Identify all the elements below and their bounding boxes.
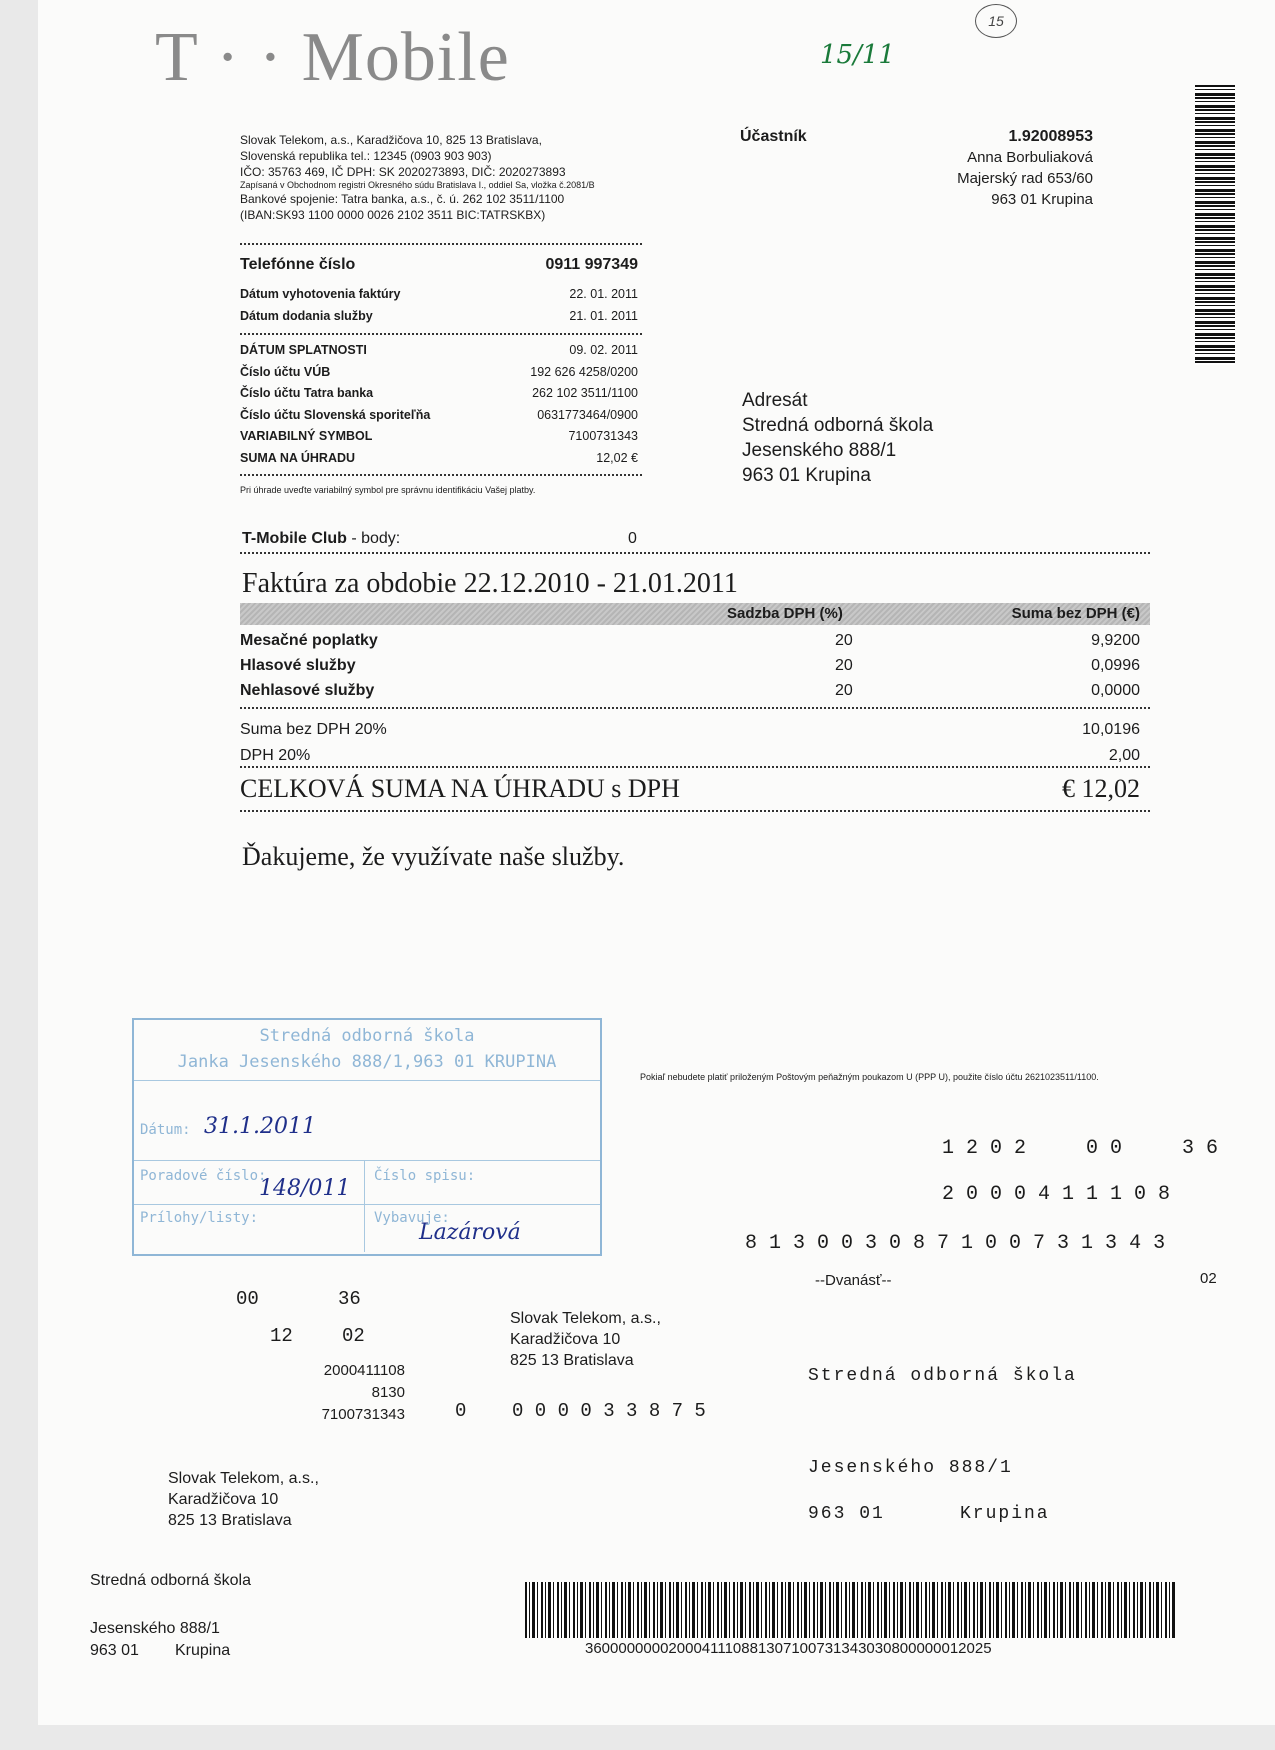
payer-zip: 963 01 bbox=[808, 1504, 885, 1524]
company-info bbox=[240, 132, 640, 223]
slip-cents: 02 bbox=[1200, 1270, 1217, 1287]
payment-label: SUMA NA ÚHRADU bbox=[240, 450, 356, 465]
payment-row bbox=[240, 426, 638, 448]
payment-value: 09. 02. 2011 bbox=[569, 343, 638, 357]
row-rate: 20 bbox=[835, 682, 853, 699]
table-row bbox=[240, 657, 1150, 675]
stamp-divider bbox=[134, 1080, 600, 1081]
recipient-name: Slovak Telekom, a.s., bbox=[168, 1470, 319, 1487]
divider bbox=[240, 707, 1150, 709]
slip-left-b1: 12 bbox=[270, 1325, 293, 1347]
payment-row bbox=[240, 362, 638, 384]
slip-left-a2: 36 bbox=[338, 1288, 361, 1310]
payment-row bbox=[240, 405, 638, 427]
slip-left-code: 7100731343 bbox=[321, 1406, 405, 1423]
row-amount: 9,9200 bbox=[1091, 632, 1140, 649]
payment-value: 0631773464/0900 bbox=[537, 407, 638, 422]
club-label: T-Mobile Club bbox=[242, 530, 347, 547]
participant-label: Účastník bbox=[740, 128, 807, 145]
stamp-divider bbox=[134, 1204, 600, 1205]
payment-value: 192 626 4258/0200 bbox=[530, 364, 638, 379]
company-line: Bankové spojenie: Tatra banka, a.s., č. ú. 262 102 3511/1100 bbox=[240, 192, 565, 206]
addressee-label: Adresát bbox=[742, 390, 808, 411]
recipient-street: Karadžičova 10 bbox=[168, 1491, 279, 1508]
handwritten-note: 15/11 bbox=[820, 40, 895, 70]
stamp-date-value: 31.1.2011 bbox=[204, 1114, 316, 1139]
stamp-attachments-label: Prílohy/listy: bbox=[140, 1210, 259, 1226]
row-label: Mesačné poplatky bbox=[240, 632, 378, 649]
company-line: Slovak Telekom, a.s., Karadžičova 10, 825 13 Bratislava, bbox=[240, 133, 542, 147]
divider bbox=[240, 552, 1150, 554]
payment-row bbox=[240, 383, 638, 405]
payer-street-copy: Jesenského 888/1 bbox=[90, 1620, 220, 1637]
stamp-handled-label: Vybavuje: bbox=[374, 1210, 450, 1226]
registry-stamp bbox=[132, 1018, 602, 1256]
row-amount: 0,0000 bbox=[1091, 682, 1140, 699]
divider bbox=[240, 766, 1150, 768]
payment-value: 12,02 € bbox=[596, 450, 638, 465]
subtotal-value: 10,0196 bbox=[1082, 721, 1140, 738]
slip-code-3: 8 1 3 0 0 3 0 8 7 1 0 0 7 3 1 3 4 3 bbox=[745, 1232, 1166, 1255]
divider bbox=[240, 810, 1150, 812]
vat-value: 2,00 bbox=[1108, 747, 1140, 764]
club-suffix: - body: bbox=[351, 530, 401, 547]
vat-label: DPH 20% bbox=[240, 747, 311, 764]
date-row bbox=[240, 284, 638, 306]
date-value: 22. 01. 2011 bbox=[569, 287, 638, 301]
dates-block bbox=[240, 284, 638, 327]
row-amount: 0,0996 bbox=[1091, 657, 1140, 674]
row-rate: 20 bbox=[835, 632, 853, 649]
slip-zero: 0 bbox=[455, 1400, 467, 1422]
col-rate-header: Sadzba DPH (%) bbox=[727, 605, 843, 622]
date-label: Dátum vyhotovenia faktúry bbox=[240, 287, 401, 301]
payment-row bbox=[240, 448, 638, 470]
participant-info bbox=[880, 126, 1093, 210]
date-value: 21. 01. 2011 bbox=[569, 308, 638, 323]
total-label: CELKOVÁ SUMA NA ÚHRADU s DPH bbox=[240, 774, 680, 803]
slip-recipient-copy bbox=[168, 1468, 319, 1531]
payment-block bbox=[240, 340, 638, 469]
payment-label: Číslo účtu Slovenská sporiteľňa bbox=[240, 407, 431, 422]
divider bbox=[240, 243, 642, 245]
invoice-sheet bbox=[38, 0, 1275, 1725]
recipient-city: 825 13 Bratislava bbox=[510, 1352, 634, 1369]
stamp-file-label: Číslo spisu: bbox=[374, 1168, 476, 1184]
payment-value: 7100731343 bbox=[568, 429, 638, 443]
participant-city: 963 01 Krupina bbox=[991, 191, 1093, 208]
slip-left-code: 2000411108 bbox=[323, 1362, 405, 1379]
stamp-title: Stredná odborná škola bbox=[259, 1026, 475, 1046]
payment-note: Pri úhrade uveďte variabilný symbol pre správnu identifikáciu Vašej platby. bbox=[240, 485, 536, 495]
subtotal-label: Suma bez DPH 20% bbox=[240, 721, 387, 738]
payment-label: VARIABILNÝ SYMBOL bbox=[240, 429, 373, 443]
stamp-divider bbox=[364, 1160, 365, 1252]
participant-street: Majerský rad 653/60 bbox=[957, 170, 1093, 187]
recipient-street: Karadžičova 10 bbox=[510, 1331, 621, 1348]
payment-barcode bbox=[525, 1582, 1175, 1638]
phone-label: Telefónne číslo bbox=[240, 256, 356, 273]
stamp-handled-signature: Lazárová bbox=[419, 1220, 521, 1245]
total-row bbox=[240, 774, 1150, 804]
divider bbox=[240, 333, 642, 335]
stamp-reg-label: Poradové číslo: bbox=[140, 1168, 267, 1184]
slip-left-code: 8130 bbox=[371, 1384, 405, 1401]
table-row bbox=[240, 632, 1150, 650]
invoice-title: Faktúra za obdobie 22.12.2010 - 21.01.2011 bbox=[242, 568, 738, 599]
company-line: (IBAN:SK93 1100 0000 0026 2102 3511 BIC:TATRSKBX) bbox=[240, 208, 546, 222]
date-row bbox=[240, 306, 638, 328]
stamp-address: Janka Jesenského 888/1,963 01 KRUPINA bbox=[177, 1052, 557, 1072]
payment-row bbox=[240, 340, 638, 362]
circled-note: 15 bbox=[975, 4, 1017, 38]
company-line: IČO: 35763 469, IČ DPH: SK 2020273893, DIČ: 2020273893 bbox=[240, 165, 566, 179]
club-row bbox=[242, 530, 400, 548]
club-points: 0 bbox=[628, 530, 637, 547]
date-label: Dátum dodania služby bbox=[240, 308, 373, 323]
stamp-date-label: Dátum: bbox=[140, 1122, 191, 1138]
company-register: Zapísaná v Obchodnom registri Okresného súdu Bratislava I., oddiel Sa, vložka č.2081/B bbox=[240, 180, 595, 190]
payment-label: Číslo účtu VÚB bbox=[240, 364, 331, 379]
recipient-city: 825 13 Bratislava bbox=[168, 1512, 292, 1529]
divider bbox=[240, 474, 642, 476]
company-line: Slovenská republika tel.: 12345 (0903 903 903) bbox=[240, 149, 492, 163]
stamp-divider bbox=[134, 1160, 600, 1161]
payer-name-copy: Stredná odborná škola bbox=[90, 1572, 251, 1589]
slip-code-2: 2 0 0 0 4 1 1 1 0 8 bbox=[942, 1183, 1171, 1206]
subtotal-row bbox=[240, 721, 1150, 739]
table-row bbox=[240, 682, 1150, 700]
addressee-city: 963 01 Krupina bbox=[742, 465, 871, 486]
col-amount-header: Suma bez DPH (€) bbox=[1011, 605, 1140, 622]
slip-recipient bbox=[510, 1308, 661, 1371]
phone-row bbox=[240, 256, 638, 274]
slip-left-a1: 00 bbox=[236, 1288, 259, 1310]
participant-number: 1.92008953 bbox=[1008, 128, 1093, 145]
vat-row bbox=[240, 747, 1150, 765]
vertical-barcode bbox=[1195, 85, 1235, 365]
slip-amount-words: --Dvanásť-- bbox=[815, 1272, 892, 1289]
t-mobile-logo: T · · Mobile bbox=[155, 19, 510, 96]
payer-zip-copy: 963 01 bbox=[90, 1642, 139, 1659]
addressee-name: Stredná odborná škola bbox=[742, 415, 934, 436]
payment-value: 262 102 3511/1100 bbox=[532, 386, 638, 400]
row-label: Hlasové služby bbox=[240, 657, 356, 674]
barcode-number: 3600000000200041110881307100731343030800000012025 bbox=[585, 1640, 992, 1657]
row-rate: 20 bbox=[835, 657, 853, 674]
participant-name: Anna Borbuliaková bbox=[967, 149, 1093, 166]
payment-label: DÁTUM SPLATNOSTI bbox=[240, 343, 367, 357]
payer-street: Jesenského 888/1 bbox=[808, 1458, 1013, 1478]
addressee-block bbox=[742, 388, 933, 488]
invoice-table-header bbox=[240, 603, 1150, 625]
slip-code-1: 1 2 0 2 0 0 3 6 bbox=[942, 1137, 1219, 1160]
addressee-street: Jesenského 888/1 bbox=[742, 440, 897, 461]
row-label: Nehlasové služby bbox=[240, 682, 375, 699]
slip-digits: 0 0 0 0 3 3 8 7 5 bbox=[512, 1400, 706, 1422]
slip-left-b2: 02 bbox=[342, 1325, 365, 1347]
payer-city-copy: Krupina bbox=[175, 1642, 231, 1659]
payer-name: Stredná odborná škola bbox=[808, 1366, 1077, 1386]
recipient-name: Slovak Telekom, a.s., bbox=[510, 1310, 661, 1327]
payer-city: Krupina bbox=[960, 1504, 1050, 1524]
slip-note: Pokiaľ nebudete platiť priloženým Poštovým peňažným poukazom U (PPP U), použite číslo účtu 2621023511/1100. bbox=[640, 1072, 1099, 1082]
thanks-text: Ďakujeme, že využívate naše služby. bbox=[242, 842, 625, 871]
phone-value: 0911 997349 bbox=[545, 256, 638, 273]
payment-label: Číslo účtu Tatra banka bbox=[240, 386, 374, 400]
stamp-reg-value: 148/011 bbox=[259, 1176, 351, 1201]
slip-left-codes bbox=[290, 1360, 405, 1426]
total-value: € 12,02 bbox=[1062, 774, 1140, 803]
